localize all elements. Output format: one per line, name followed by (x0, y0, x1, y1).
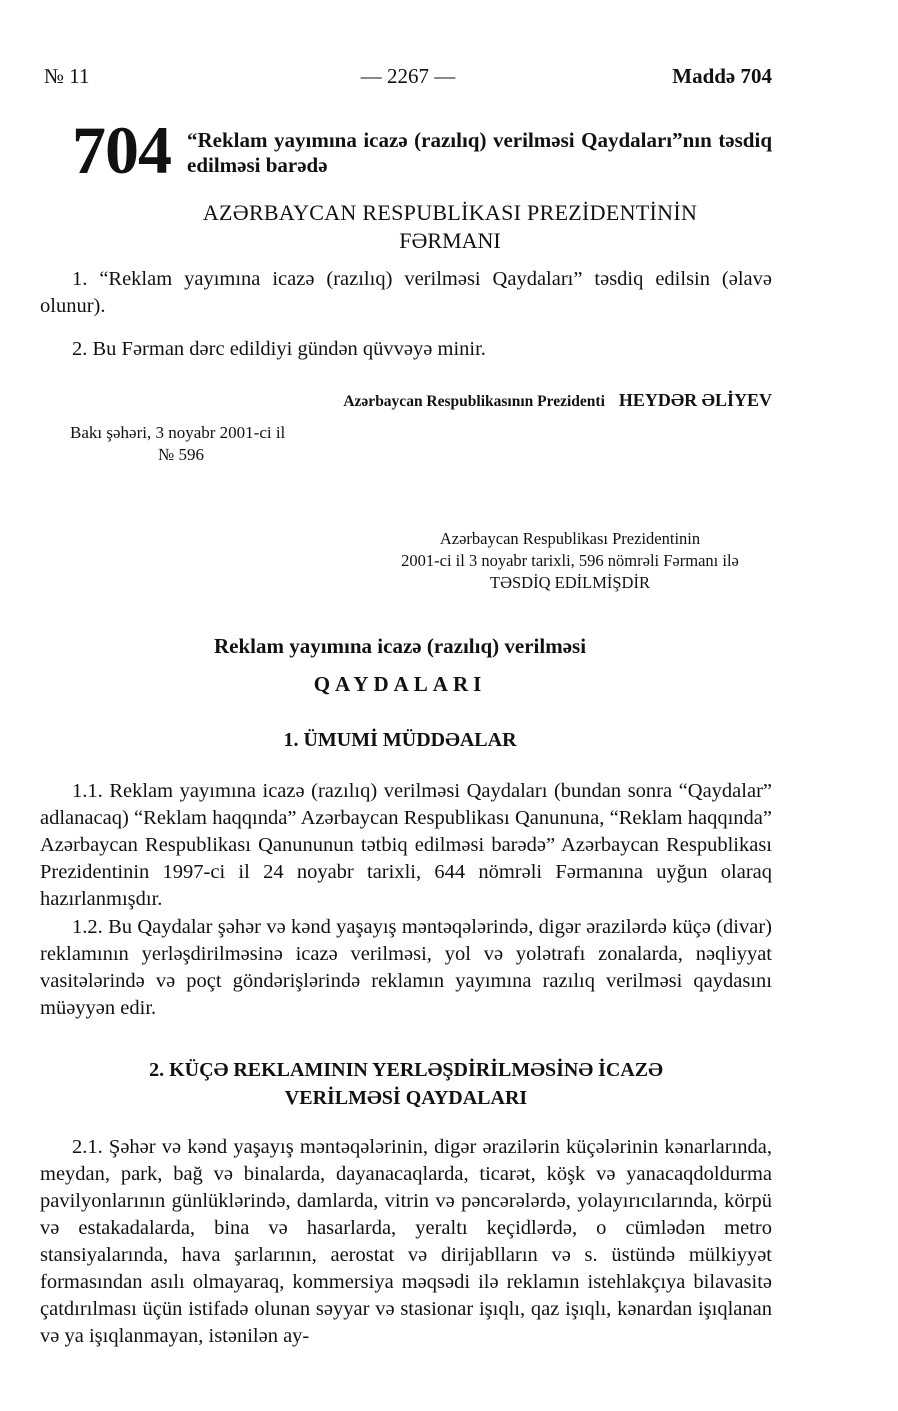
place-date-block (70, 422, 285, 466)
decree-heading-type: FƏRMANI (399, 228, 501, 253)
section-2-heading (40, 1056, 772, 1112)
clause-1: 1. “Reklam yayımına icazə (razılıq) verilməsi Qaydaları” təsdiq edilsin (əlavə olunur). (40, 268, 772, 317)
signature-title: Azərbaycan Respublikasının Prezidenti (343, 393, 605, 410)
section-2-heading-line-2: VERİLMƏSİ QAYDALARI (284, 1087, 528, 1109)
signature-block (343, 390, 772, 411)
page-number: — 2267 — (360, 64, 456, 88)
decree-number: № 596 (158, 445, 204, 464)
clause-2: 2. Bu Fərman dərc edildiyi gündən qüvvəyə minir. (72, 338, 486, 360)
approval-line-1: Azərbaycan Respublikası Prezidentinin (439, 529, 701, 548)
paragraph-2-1: 2.1. Şəhər və kənd yaşayış məntəqələrinin, digər ərazilərin küçələrinin kənarlarında, meydan, park, bağ və binalarda, dayanacaqlarda, ticarət, köşk və yanacaqdoldurma pavilyonlarının günlüklərində, damlarda, vitrin və pəncərələrdə, yolayırıcılarında, körpü və estakadalarda, bina və hasarlarda, yeraltı keçidlərdə, o cümlədən metro stansiyalarında, hava şarlarının, aerostat və dirijablların və s. üstündə mülkiyyət formasından asılı olmayaraq, kommersiya məqsədi ilə reklamın istehlakçıya bilavasitə çatdırılması üçün istifadə olunan səyyar və stasionar işıqlı, qaz işıqlı, kənardan işıqlanan və ya işıqlanmayan, istənilən ay- (40, 1136, 772, 1347)
section-2-heading-line-1: 2. KÜÇƏ REKLAMININ YERLƏŞDİRİLMƏSİNƏ İCAZƏ (149, 1059, 663, 1081)
approval-stamp (360, 528, 780, 594)
article-label: Maddə 704 (672, 64, 772, 88)
approval-line-2: 2001-ci il 3 noyabr tarixli, 596 nömrəli Fərmanı ilə (401, 551, 739, 570)
page-header (44, 64, 772, 98)
place-date: Bakı şəhəri, 3 noyabr 2001-ci il (70, 423, 286, 442)
decree-heading: AZƏRBAYCAN RESPUBLİKASI PREZİDENTİNİN (202, 200, 698, 225)
paragraph-1-1: 1.1. Reklam yayımına icazə (razılıq) verilməsi Qaydaları (bundan sonra “Qaydalar” adlanacaq) “Reklam haqqında” Azərbaycan Respublikası Qanununa, “Reklam haqqında” Azərbaycan Respublikası Qanununun tətbiq edilməsi barədə” Azərbaycan Respublikası Prezidentinin 1997-ci il 24 noyabr tarixli, 644 nömrəli Fərmanına uyğun olaraq hazırlanmışdır. (40, 780, 772, 910)
section-1-heading: 1. ÜMUMİ MÜDDƏALAR (283, 729, 517, 751)
rules-title: Reklam yayımına icazə (razılıq) verilməsi (213, 634, 587, 658)
rules-title-main: QAYDALARI (313, 672, 487, 696)
document-title: “Reklam yayımına icazə (razılıq) verilməsi Qaydaları”nın təsdiq edilməsi barədə (187, 128, 772, 177)
issue-number: № 11 (44, 64, 90, 88)
paragraph-1-2: 1.2. Bu Qaydalar şəhər və kənd yaşayış məntəqələrində, digər ərazilərdə küçə (divar) reklamının yerləşdirilməsinə icazə verilməsi, yol və yolətrafı zonalarda, nəqliyyat vasitələrində və poçt göndərişlərində reklamın yayımına razılıq verilməsi qaydasını müəyyən edir. (40, 916, 772, 1019)
approval-line-3: TƏSDİQ EDİLMİŞDİR (490, 573, 650, 592)
document-number: 704 (72, 112, 171, 188)
signature-name: HEYDƏR ƏLİYEV (618, 390, 772, 410)
